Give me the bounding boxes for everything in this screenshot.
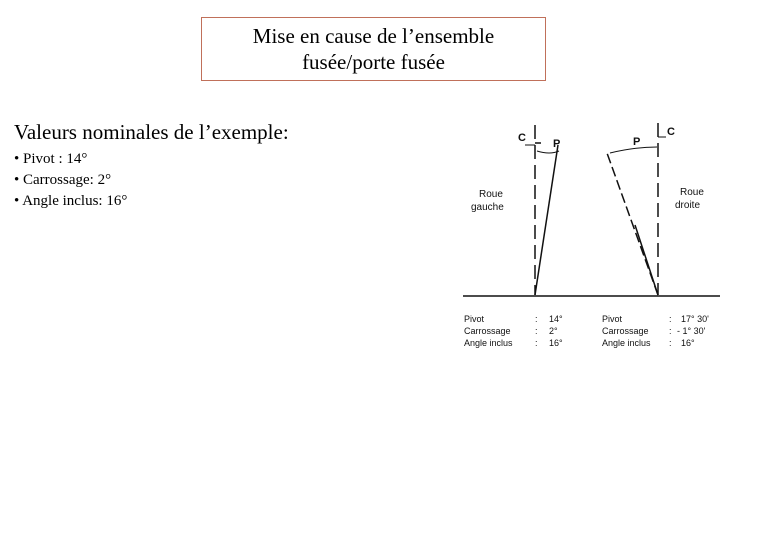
wheel-angles-diagram <box>455 115 725 355</box>
left-label-p: P <box>553 138 561 150</box>
right-label-c: C <box>667 126 675 138</box>
right-wheel-label-1: Roue <box>680 187 704 198</box>
right-table-value-pivot: 17° 30' <box>681 314 709 324</box>
left-table-sep-pivot: : <box>535 314 538 324</box>
left-wheel-label-2: gauche <box>471 202 504 213</box>
right-pivot-solid <box>635 225 658 295</box>
right-table-sep-carrossage: : <box>669 326 672 336</box>
right-table-label-carrossage: Carrossage <box>602 326 649 336</box>
section-heading: Valeurs nominales de l’exemple: <box>14 120 289 144</box>
title-line-2: fusée/porte fusée <box>302 50 445 74</box>
left-angle-arc <box>537 151 559 153</box>
left-table-label-angle: Angle inclus <box>464 338 513 348</box>
right-table-value-angle: 16° <box>681 338 695 348</box>
right-table-sep-pivot: : <box>669 314 672 324</box>
right-table-value-carrossage: - 1° 30' <box>677 326 706 336</box>
bullet-carrossage: • Carrossage: 2° <box>14 170 127 191</box>
left-table-label-pivot: Pivot <box>464 314 485 324</box>
title-box <box>201 17 546 81</box>
left-table-sep-angle: : <box>535 338 538 348</box>
left-table-label-carrossage: Carrossage <box>464 326 511 336</box>
left-table-value-angle: 16° <box>549 338 563 348</box>
right-wheel-label-2: droite <box>675 200 701 211</box>
left-label-c: C <box>518 132 526 144</box>
right-label-p: P <box>633 136 641 148</box>
bullet-angle-inclus: • Angle inclus: 16° <box>14 191 127 212</box>
right-table-sep-angle: : <box>669 338 672 348</box>
left-table-sep-carrossage: : <box>535 326 538 336</box>
left-table-value-pivot: 14° <box>549 314 563 324</box>
title-line-1: Mise en cause de l’ensemble <box>252 23 495 48</box>
right-table-label-pivot: Pivot <box>602 314 623 324</box>
left-table-value-carrossage: 2° <box>549 326 558 336</box>
values-list <box>14 149 127 212</box>
left-pivot-line <box>535 145 558 295</box>
bullet-pivot: • Pivot : 14° <box>14 149 127 170</box>
right-table-label-angle: Angle inclus <box>602 338 651 348</box>
left-wheel-label-1: Roue <box>479 189 503 200</box>
